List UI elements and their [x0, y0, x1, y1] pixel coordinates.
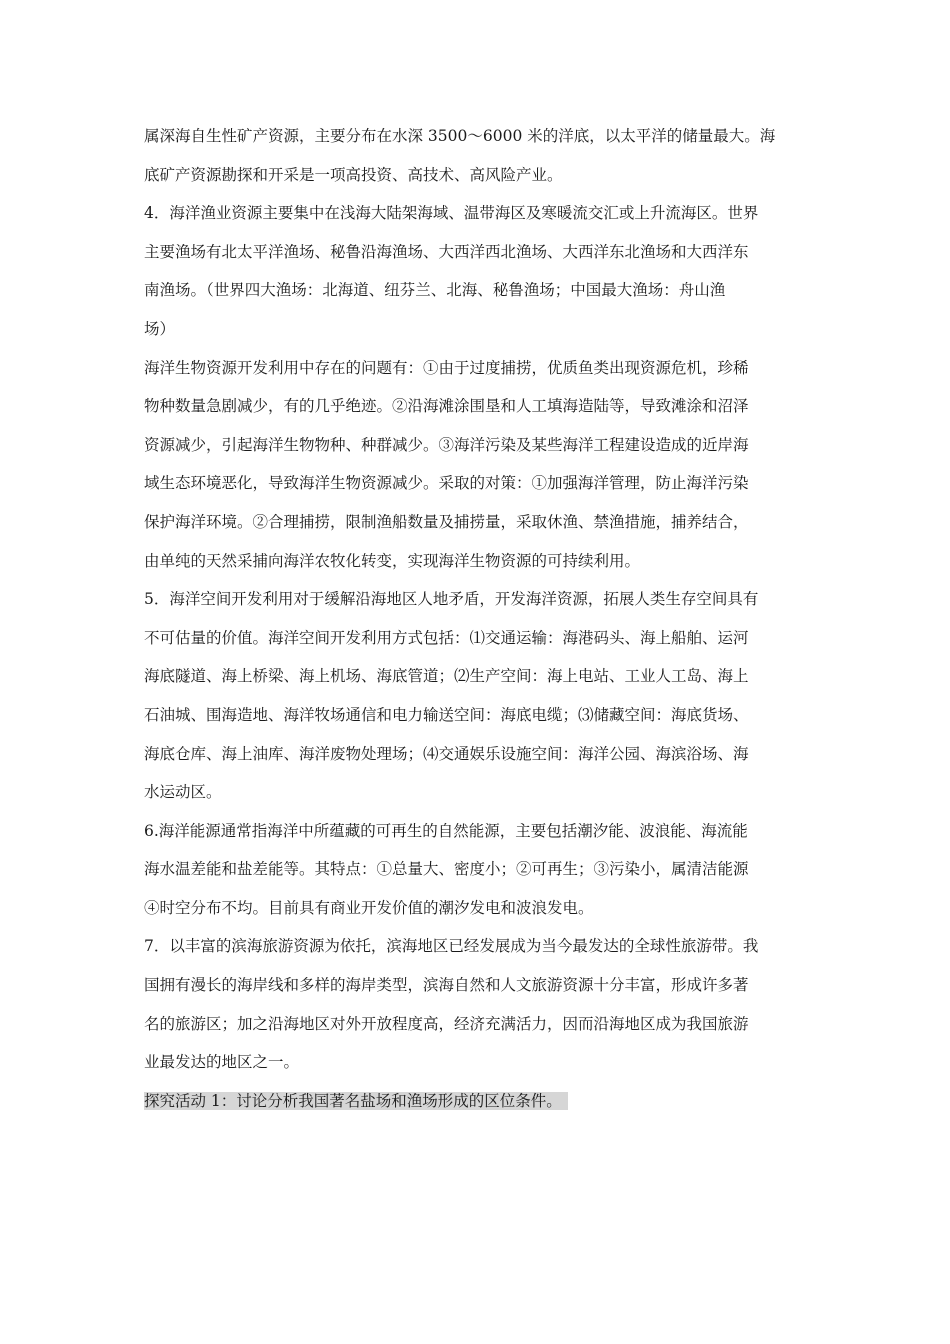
text-line: 国拥有漫长的海岸线和多样的海岸类型，滨海自然和人文旅游资源十分丰富，形成许多著 [144, 976, 749, 995]
activity-line [144, 1082, 814, 1121]
text-line: ④时空分布不均。目前具有商业开发价值的潮汐发电和波浪发电。 [144, 898, 594, 917]
text-line: 海洋生物资源开发利用中存在的问题有：①由于过度捕捞，优质鱼类出现资源危机，珍稀 [144, 358, 749, 377]
text-line: 7．以丰富的滨海旅游资源为依托，滨海地区已经发展成为当今最发达的全球性旅游带。我 [144, 937, 759, 956]
text-line: 业最发达的地区之一。 [144, 1053, 300, 1072]
text-line: 保护海洋环境。②合理捕捞，限制渔船数量及捕捞量，采取休渔、禁渔措施，捕养结合， [144, 512, 749, 531]
text-line: 物种数量急剧减少，有的几乎绝迹。②沿海滩涂围垦和人工填海造陆等，导致滩涂和沼泽 [144, 397, 749, 416]
document-body [144, 117, 814, 1120]
text-line: 由单纯的天然采捕向海洋农牧化转变，实现海洋生物资源的可持续利用。 [144, 551, 641, 570]
text-line: 海底隧道、海上桥梁、海上机场、海底管道；⑵生产空间：海上电站、工业人工岛、海上 [144, 667, 749, 686]
text-line: 底矿产资源勘探和开采是一项高投资、高技术、高风险产业。 [144, 165, 563, 184]
text-line: 场） [144, 319, 176, 338]
text-line: 南渔场。（世界四大渔场：北海道、纽芬兰、北海、秘鲁渔场；中国最大渔场：舟山渔 [144, 281, 726, 300]
text-line: 属深海自生性矿产资源，主要分布在水深 3500～6000 米的洋底，以太平洋的储量最大。海 [144, 127, 776, 145]
activity-heading: 探究活动 1：讨论分析我国著名盐场和渔场形成的区位条件。 [144, 1092, 568, 1110]
text-line: 名的旅游区；加之沿海地区对外开放程度高，经济充满活力，因而沿海地区成为我国旅游 [144, 1014, 749, 1033]
text-line: 水运动区。 [144, 783, 222, 802]
text-line: 不可估量的价值。海洋空间开发利用方式包括：⑴交通运输：海港码头、海上船舶、运河 [144, 628, 749, 647]
text-line: 主要渔场有北太平洋渔场、秘鲁沿海渔场、大西洋西北渔场、大西洋东北渔场和大西洋东 [144, 242, 749, 261]
text-line: 石油城、围海造地、海洋牧场通信和电力输送空间：海底电缆；⑶储藏空间：海底货场、 [144, 705, 749, 724]
text-line: 6.海洋能源通常指海洋中所蕴藏的可再生的自然能源，主要包括潮汐能、波浪能、海流能 [144, 821, 748, 840]
text-line: 资源减少，引起海洋生物物种、种群减少。③海洋污染及某些海洋工程建设造成的近岸海 [144, 435, 749, 454]
text-line: 4．海洋渔业资源主要集中在浅海大陆架海域、温带海区及寒暖流交汇或上升流海区。世界 [144, 204, 759, 223]
text-line: 海水温差能和盐差能等。其特点：①总量大、密度小；②可再生；③污染小，属清洁能源 [144, 860, 749, 879]
text-line: 海底仓库、海上油库、海洋废物处理场；⑷交通娱乐设施空间：海洋公园、海滨浴场、海 [144, 744, 749, 763]
text-line: 域生态环境恶化，导致海洋生物资源减少。采取的对策：①加强海洋管理，防止海洋污染 [144, 474, 749, 493]
text-line: 5．海洋空间开发利用对于缓解沿海地区人地矛盾，开发海洋资源，拓展人类生存空间具有 [144, 590, 759, 609]
